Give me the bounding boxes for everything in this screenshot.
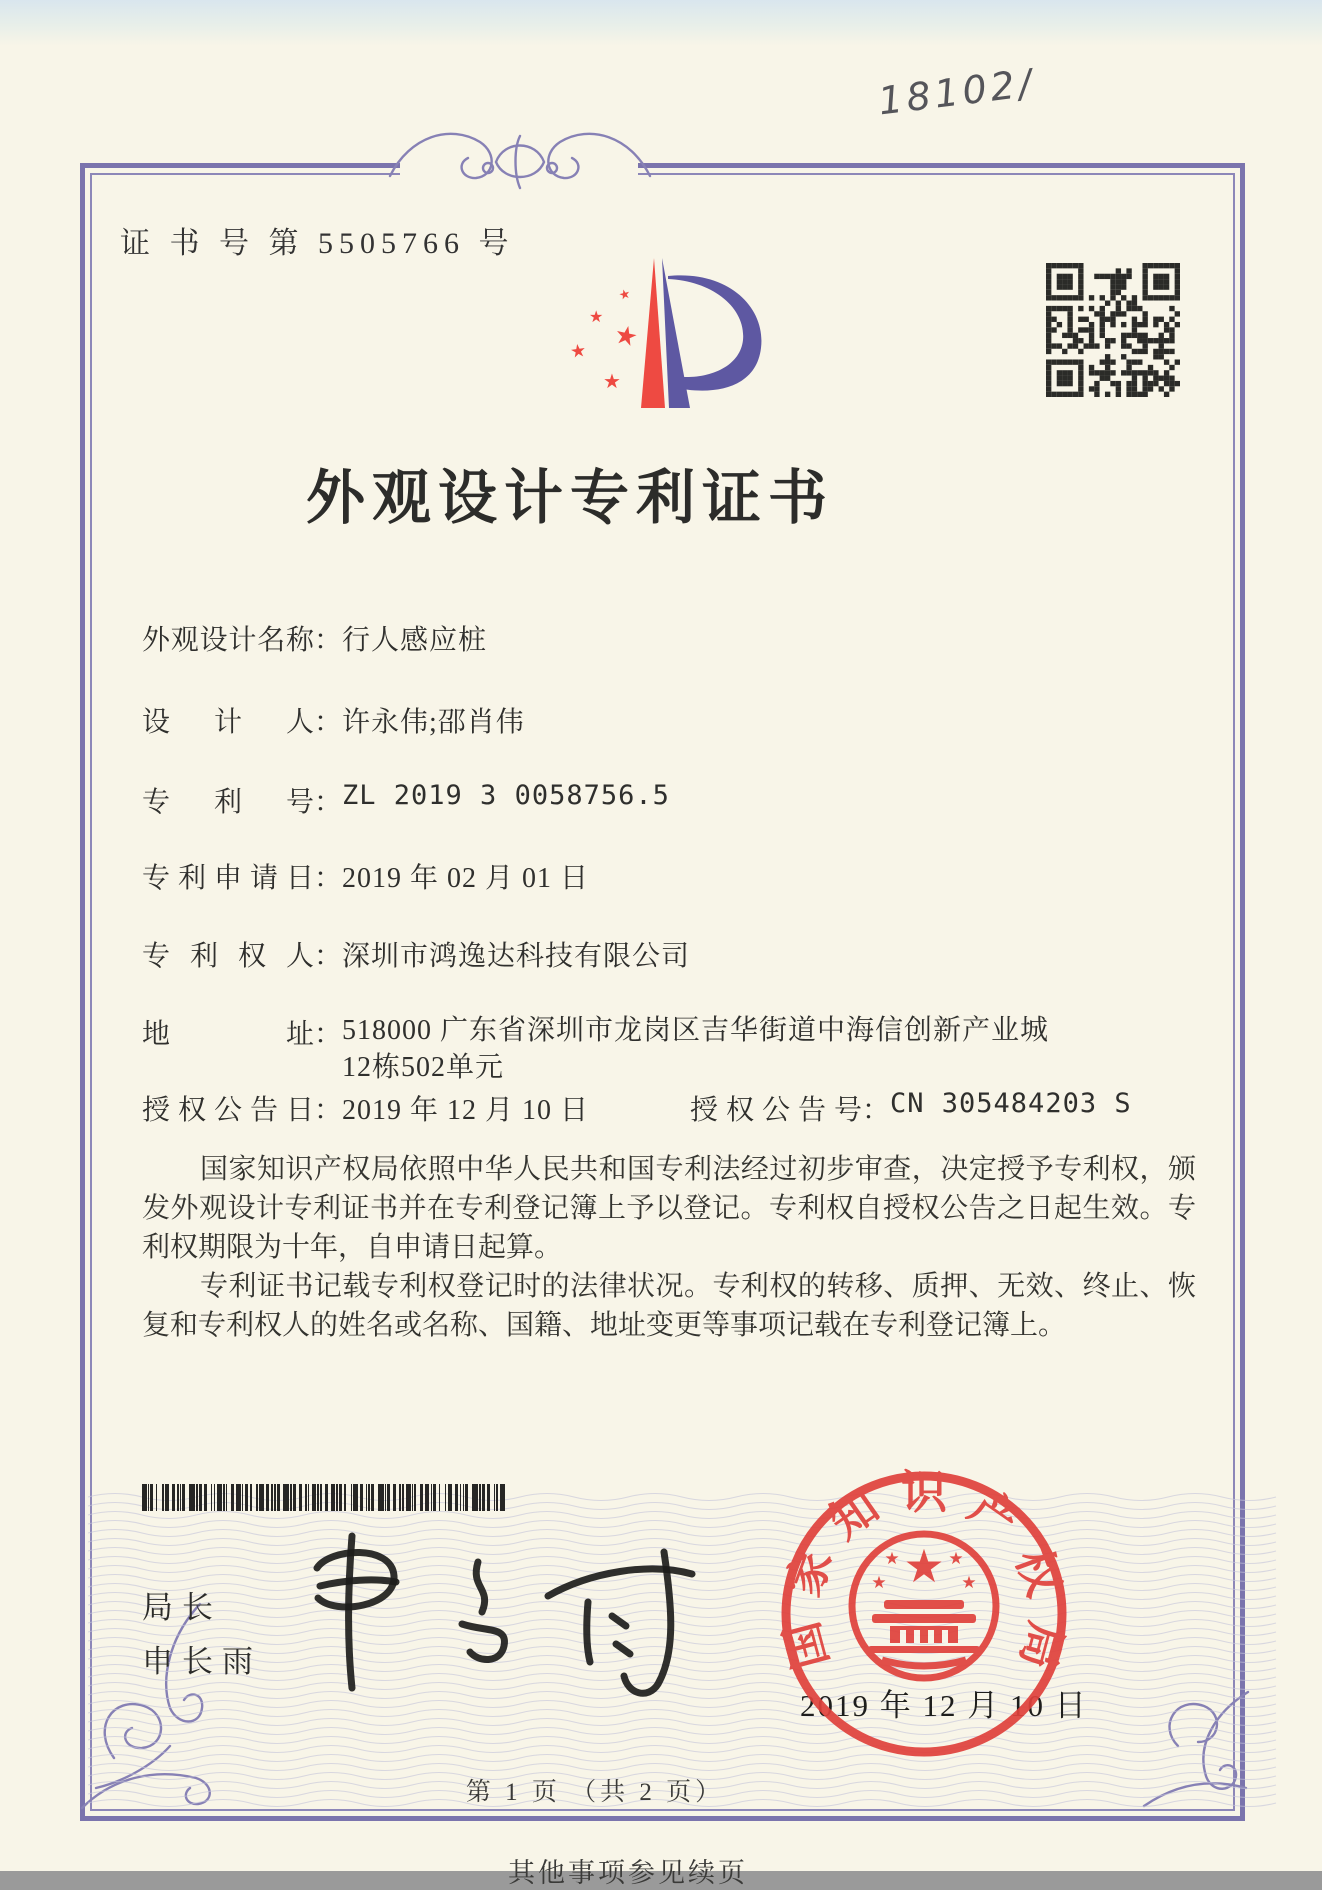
legal-text-block bbox=[142, 1150, 1196, 1345]
field-value: 518000 广东省深圳市龙岗区吉华街道中海信创新产业城12栋502单元 bbox=[342, 1015, 1050, 1083]
svg-text:产: 产 bbox=[960, 1480, 1028, 1549]
barcode bbox=[142, 1484, 506, 1511]
qr-code bbox=[1046, 263, 1180, 397]
scan-edge-strip bbox=[0, 0, 1322, 46]
field-value: ZL 2019 3 0058756.5 bbox=[342, 780, 670, 811]
field-label: 地址 bbox=[142, 1019, 314, 1050]
svg-text:识: 识 bbox=[901, 1467, 947, 1518]
legal-paragraph-2: 专利证书记载专利权登记时的法律状况。专利权的转移、质押、无效、终止、恢复和专利权人的姓名或名称、国籍、地址变更等事项记载在专利登记簿上。 bbox=[142, 1271, 1196, 1341]
national-emblem-icon bbox=[852, 1534, 996, 1678]
field-value: 2019 年 12 月 10 日 bbox=[342, 1095, 590, 1126]
handwritten-number: 18102/ bbox=[875, 60, 1038, 124]
page-number-footer: 第 1 页 （共 2 页） bbox=[465, 1779, 725, 1806]
svg-text:★: ★ bbox=[948, 1549, 964, 1568]
commissioner-signature bbox=[300, 1516, 740, 1716]
svg-text:★: ★ bbox=[568, 339, 588, 363]
field-value: CN 305484203 S bbox=[890, 1088, 1132, 1119]
svg-text:★: ★ bbox=[603, 369, 621, 393]
field-value: 深圳市鸿逸达科技有限公司 bbox=[342, 941, 691, 972]
svg-text:★: ★ bbox=[903, 1541, 945, 1592]
field-label: 专利号 bbox=[142, 787, 314, 818]
svg-text:★: ★ bbox=[871, 1573, 887, 1592]
field-label: 专利权人 bbox=[142, 941, 314, 972]
field-value: 2019 年 02 月 01 日 bbox=[342, 863, 590, 894]
svg-text:国: 国 bbox=[776, 1616, 838, 1675]
svg-text:★: ★ bbox=[617, 286, 633, 304]
certificate-title: 外观设计专利证书 bbox=[305, 465, 834, 531]
svg-text:★: ★ bbox=[884, 1549, 900, 1568]
official-seal bbox=[776, 1466, 1072, 1762]
svg-text:家: 家 bbox=[777, 1542, 842, 1603]
commissioner-name: 申长雨 bbox=[142, 1644, 262, 1679]
field-row-patentee: 专利权人：深圳市鸿逸达科技有限公司 bbox=[142, 934, 690, 974]
top-center-flourish-icon bbox=[384, 114, 656, 210]
field-label: 授权公告日 bbox=[142, 1095, 314, 1126]
field-row-grant-date: 授权公告日：2019 年 12 月 10 日 bbox=[142, 1088, 589, 1128]
field-row-grant-number: 授权公告号：CN 305484203 S bbox=[690, 1088, 1132, 1126]
field-label: 设计人 bbox=[142, 707, 314, 738]
field-label: 授权公告号 bbox=[690, 1095, 862, 1126]
field-row-filing-date: 专利申请日：2019 年 02 月 01 日 bbox=[142, 856, 589, 896]
svg-text:★: ★ bbox=[611, 319, 641, 354]
legal-paragraph-1: 国家知识产权局依照中华人民共和国专利法经过初步审查，决定授予专利权，颁发外观设计专利证书并在专利登记簿上予以登记。专利权自授权公告之日起生效。专利权期限为十年，自申请日起算。 bbox=[142, 1154, 1196, 1263]
cutoff-next-page-note: 其他事项参见续页 bbox=[508, 1858, 748, 1888]
field-row-patent-number: 专利号：ZL 2019 3 0058756.5 bbox=[142, 780, 670, 818]
field-value: 行人感应桩 bbox=[342, 625, 488, 656]
seal-date: 2019 年 12 月 10 日 bbox=[800, 1688, 1088, 1723]
svg-text:★: ★ bbox=[589, 307, 604, 326]
commissioner-label: 局长 bbox=[142, 1590, 222, 1625]
field-row-design-name: 外观设计名称：行人感应桩 bbox=[142, 618, 487, 658]
field-row-designer: 设计人：许永伟;邵肖伟 bbox=[142, 700, 525, 740]
svg-text:★: ★ bbox=[961, 1573, 977, 1592]
field-label: 专利申请日 bbox=[142, 863, 314, 894]
svg-text:局: 局 bbox=[1010, 1616, 1072, 1675]
certificate-number: 证 书 号 第 5505766 号 bbox=[120, 227, 515, 260]
field-row-address: 地址：518000 广东省深圳市龙岗区吉华街道中海信创新产业城12栋502单元 bbox=[142, 1012, 1068, 1086]
svg-text:权: 权 bbox=[1006, 1542, 1071, 1603]
cnipa-logo-icon bbox=[553, 248, 768, 416]
svg-text:知: 知 bbox=[820, 1480, 888, 1549]
field-label: 外观设计名称 bbox=[142, 625, 314, 656]
field-value: 许永伟;邵肖伟 bbox=[342, 707, 525, 738]
